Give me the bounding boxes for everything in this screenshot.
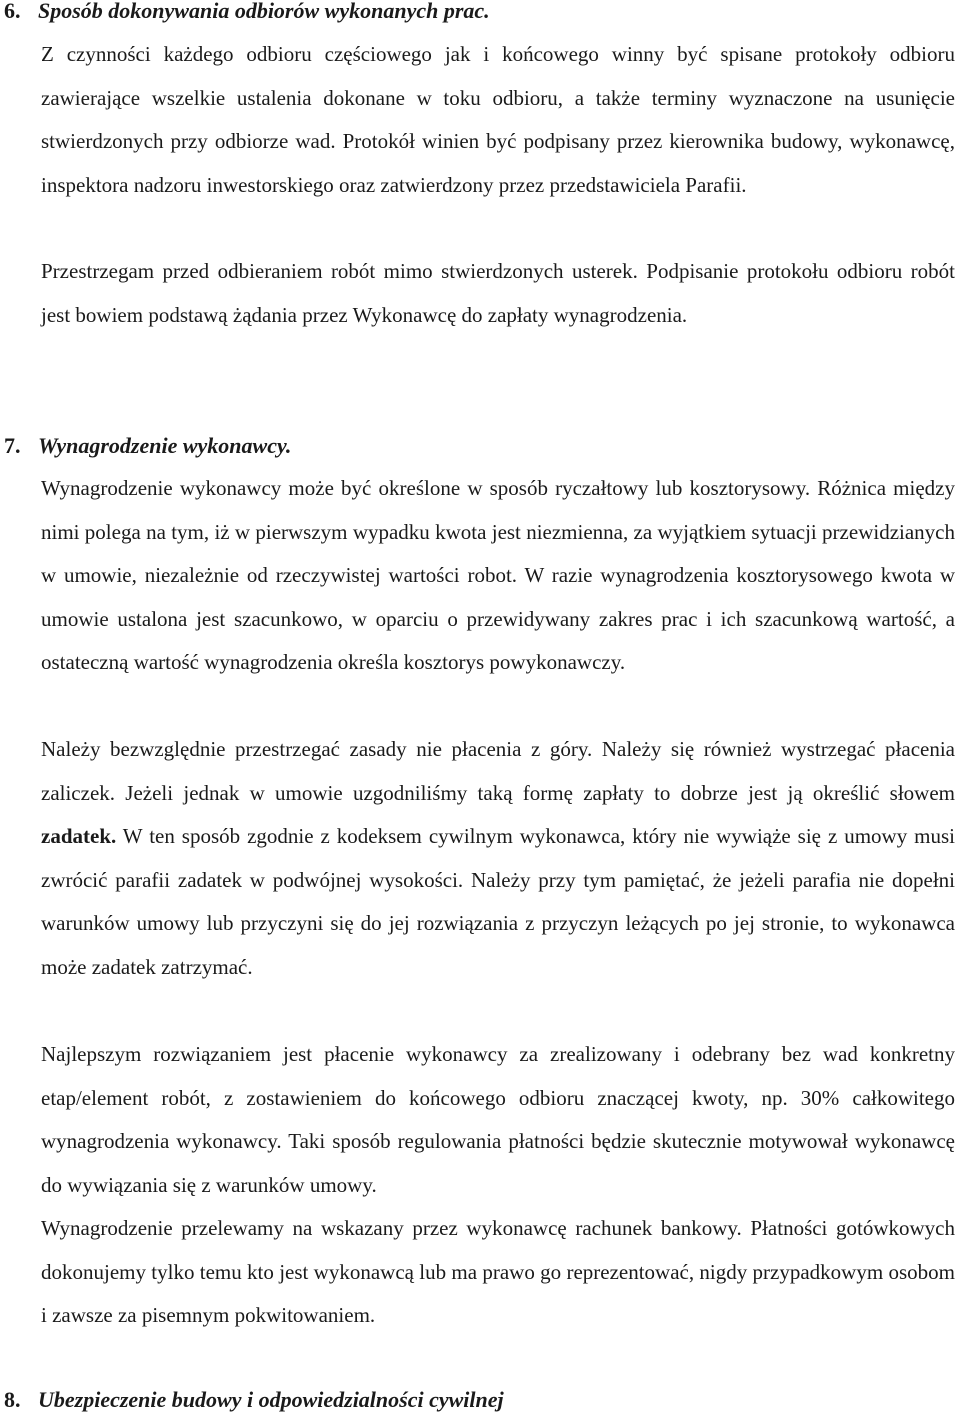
section-6-heading [4,0,490,25]
section-7-heading [4,432,291,460]
section-7-number: 7. [4,433,21,458]
section-7-paragraph-2-text-b: W ten sposób zgodnie z kodeksem cywilnym wykonawca, który nie wywiąże się z umowy musi zwrócić parafii zadatek w podwójnej wysokości. Należy przy tym pamiętać, że jeżeli parafia nie dopełni warunków umowy lub przyczyni się do jej rozwiązania z przyczyn leżących po jej stronie, to wykonawca może zadatek zatrzymać. [41,824,955,979]
section-7-paragraph-3: Najlepszym rozwiązaniem jest płacenie wykonawcy za zrealizowany i odebrany bez wad konkretny etap/element robót, z zostawieniem do końcowego odbioru znaczącej kwoty, np. 30% całkowitego wynagrodzenia wykonawcy. Taki sposób regulowania płatności będzie skutecznie motywował wykonawcę do wywiązania się z warunków umowy. [41,1042,955,1197]
section-6-number: 6. [4,0,21,23]
section-6-paragraph-2: Przestrzegam przed odbieraniem robót mimo stwierdzonych usterek. Podpisanie protokołu odbioru robót jest bowiem podstawą żądania przez Wykonawcę do zapłaty wynagrodzenia. [41,259,955,327]
section-6-paragraph-1: Z czynności każdego odbioru częściowego jak i końcowego winny być spisane protokoły odbioru zawierające wszelkie ustalenia dokonane w toku odbioru, a także terminy wyznaczone na usunięcie stwierdzonych przy odbiorze wad. Protokół winien być podpisany przez kierownika budowy, wykonawcę, inspektora nadzoru inwestorskiego oraz zatwierdzony przez przedstawiciela Parafii. [41,42,955,197]
section-8-title: Ubezpieczenie budowy i odpowiedzialności cywilnej [38,1387,504,1412]
section-6-title: Sposób dokonywania odbiorów wykonanych prac. [38,0,490,23]
section-8-heading [4,1386,504,1414]
section-8-number: 8. [4,1387,21,1412]
zadatek-keyword: zadatek. [41,824,117,848]
section-7-paragraph-4: Wynagrodzenie przelewamy na wskazany przez wykonawcę rachunek bankowy. Płatności gotówkowych dokonujemy tylko temu kto jest wykonawcą lub ma prawo go reprezentować, nigdy przypadkowym osobom i zawsze za pisemnym pokwitowaniem. [41,1216,955,1327]
section-7-title: Wynagrodzenie wykonawcy. [38,433,292,458]
section-7-paragraph-2 [41,728,955,989]
section-7-paragraph-2-text-a: Należy bezwzględnie przestrzegać zasady nie płacenia z góry. Należy się również wystrzegać płacenia zaliczek. Jeżeli jednak w umowie uzgodniliśmy taką formę zapłaty to dobrze jest ją określić słowem [41,737,955,805]
section-7-paragraph-1: Wynagrodzenie wykonawcy może być określone w sposób ryczałtowy lub kosztorysowy. Różnica między nimi polega na tym, iż w pierwszym wypadku kwota jest niezmienna, za wyjątkiem sytuacji przewidzianych w umowie, niezależnie od rzeczywistej wartości robot. W razie wynagrodzenia kosztorysowego kwota w umowie ustalona jest szacunkowo, w oparciu o przewidywany zakres prac i ich szacunkową wartość, a ostateczną wartość wynagrodzenia określa kosztorys powykonawczy. [41,476,955,674]
